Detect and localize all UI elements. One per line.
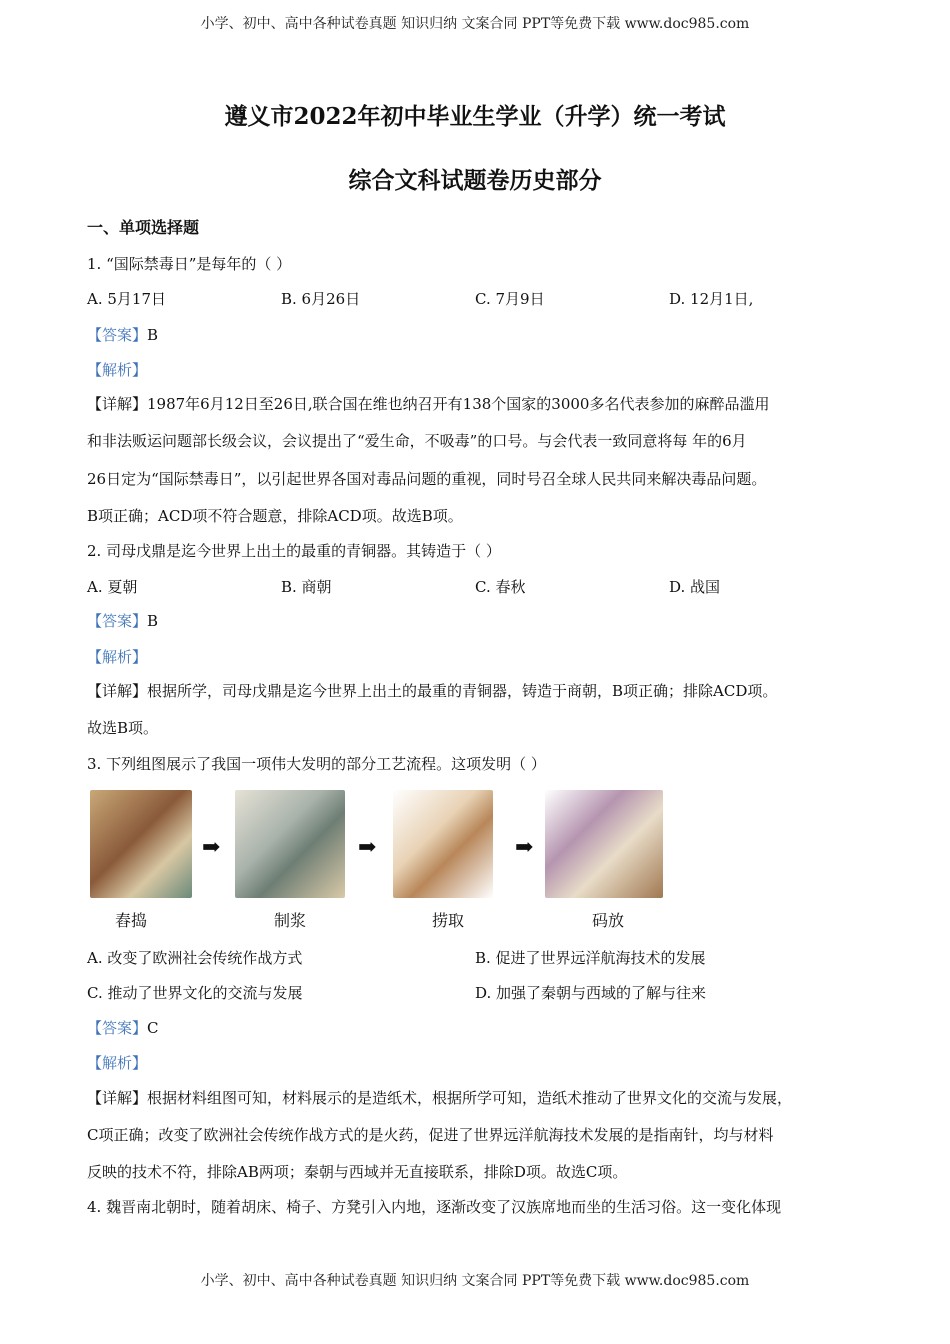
q3-detail-line: C项正确；改变了欧洲社会传统作战方式的是火药，促进了世界远洋航海技术发展的是指南针，均与材料 (87, 1126, 774, 1144)
page-footer: 小学、初中、高中各种试卷真题 知识归纳 文案合同 PPT等免费下载 www.doc985.com (200, 1273, 750, 1289)
answer-value: B (147, 326, 159, 344)
q3-analysis-label: 【解析】 (87, 1054, 148, 1072)
arrow-right-icon: ➡ (515, 835, 534, 860)
q1-option-a: A. 5月17日 (87, 290, 166, 308)
q1-option-d: D. 12月1日, (669, 290, 754, 308)
arrow-right-icon: ➡ (202, 835, 221, 860)
q3-detail-line: 反映的技术不符，排除AB两项；秦朝与西域并无直接联系，排除D项。故选C项。 (87, 1163, 628, 1181)
caption-scooping: 捞取 (432, 911, 465, 930)
q3-option-c: C. 推动了世界文化的交流与发展 (87, 984, 303, 1002)
q2-option-b: B. 商朝 (281, 578, 332, 596)
q3-answer (87, 1018, 159, 1038)
answer-value: B (147, 612, 159, 630)
q1-answer (87, 325, 158, 345)
q3-option-a: A. 改变了欧洲社会传统作战方式 (87, 949, 303, 967)
q1-option-c: C. 7月9日 (475, 290, 545, 308)
caption-pulp: 制浆 (274, 911, 307, 930)
title-sub: 综合文科试题卷历史部分 (348, 167, 602, 194)
q2-option-d: D. 战国 (669, 578, 721, 596)
q1-stem: 1. “国际禁毒日”是每年的（ ） (87, 255, 292, 273)
q1-detail-line: B项正确；ACD项不符合题意，排除ACD项。故选B项。 (87, 507, 463, 525)
q2-detail-line: 【详解】根据所学，司母戊鼎是迄今世界上出土的最重的青铜器，铸造于商朝，B项正确；排除ACD项。 (87, 682, 778, 700)
answer-value: C (147, 1019, 159, 1037)
q2-option-a: A. 夏朝 (87, 578, 138, 596)
answer-label: 【答案】 (87, 612, 148, 630)
q3-option-d: D. 加强了秦朝与西域的了解与往来 (475, 984, 707, 1002)
papermaking-stacking-image (545, 790, 663, 898)
q1-analysis-label: 【解析】 (87, 361, 148, 379)
page-header: 小学、初中、高中各种试卷真题 知识归纳 文案合同 PPT等免费下载 www.doc985.com (200, 16, 750, 32)
section-heading: 一、单项选择题 (87, 218, 200, 237)
answer-label: 【答案】 (87, 326, 148, 344)
title-main: 遵义市2022年初中毕业生学业（升学）统一考试 (224, 103, 726, 130)
q3-stem: 3. 下列组图展示了我国一项伟大发明的部分工艺流程。这项发明（ ） (87, 755, 546, 773)
papermaking-pounding-image (90, 790, 192, 898)
q1-detail-line: 和非法贩运问题部长级会议，会议提出了“爱生命，不吸毒”的口号。与会代表一致同意将每 年的6月 (87, 432, 747, 450)
papermaking-pulp-image (235, 790, 345, 898)
q2-detail-line: 故选B项。 (87, 719, 159, 737)
q3-option-b: B. 促进了世界远洋航海技术的发展 (475, 949, 706, 967)
q1-detail-line: 26日定为“国际禁毒日”，以引起世界各国对毒品问题的重视，同时号召全球人民共同来解决毒品问题。 (87, 470, 767, 488)
q1-detail-line: 【详解】1987年6月12日至26日,联合国在维也纳召开有138个国家的3000多名代表参加的麻醉品滥用 (87, 395, 770, 413)
q2-stem: 2. 司母戊鼎是迄今世界上出土的最重的青铜器。其铸造于（ ） (87, 542, 501, 560)
answer-label: 【答案】 (87, 1019, 148, 1037)
q1-option-b: B. 6月26日 (281, 290, 361, 308)
q2-option-c: C. 春秋 (475, 578, 526, 596)
q3-detail-line: 【详解】根据材料组图可知，材料展示的是造纸术，根据所学可知，造纸术推动了世界文化的交流与发展， (87, 1089, 793, 1107)
q4-stem: 4. 魏晋南北朝时，随着胡床、椅子、方凳引入内地，逐渐改变了汉族席地而坐的生活习俗。这一变化体现 (87, 1198, 782, 1216)
caption-pounding: 舂捣 (115, 911, 148, 930)
papermaking-scooping-image (393, 790, 493, 898)
caption-stacking: 码放 (592, 911, 625, 930)
arrow-right-icon: ➡ (358, 835, 377, 860)
q2-answer (87, 611, 158, 631)
q2-analysis-label: 【解析】 (87, 648, 148, 666)
